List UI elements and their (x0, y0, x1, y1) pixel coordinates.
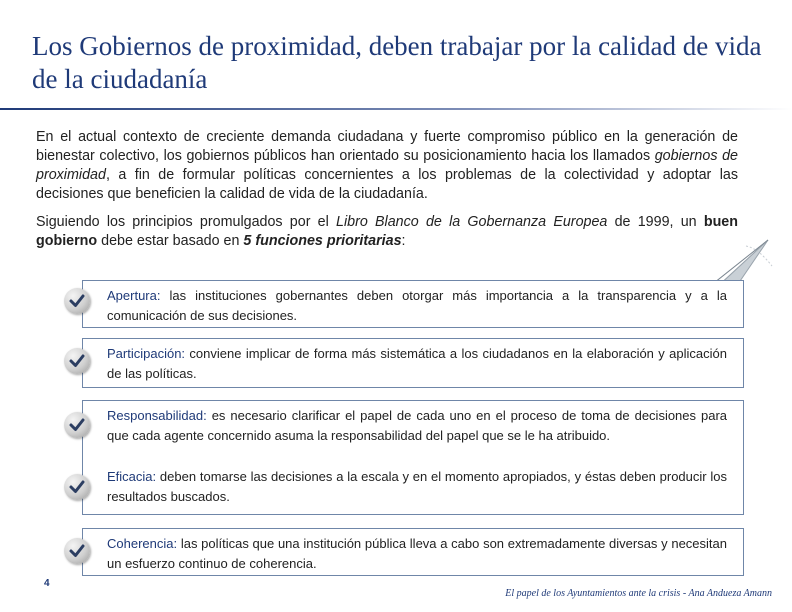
good-government-term: buen gobierno (36, 214, 738, 249)
check-icon (64, 538, 90, 564)
function-participacion (82, 338, 744, 388)
function-key: Coherencia: (107, 536, 178, 551)
function-text (107, 534, 727, 574)
footer-caption: El papel de los Ayuntamientos ante la crisis - Ana Andueza Amann (505, 588, 772, 599)
principles-text-b: de 1999, un (607, 214, 704, 230)
intro-paragraph (36, 128, 738, 204)
function-key: Participación: (107, 346, 186, 361)
function-text (107, 344, 727, 384)
check-icon (64, 474, 90, 500)
function-coherencia (82, 528, 744, 576)
function-description: es necesario clarificar el papel de cada uno en el proceso de toma de decisiones para que cada agente concernido asuma la responsabilidad del papel que se le ha atribuido. (107, 408, 727, 443)
five-functions-term: 5 funciones prioritarias (243, 233, 402, 249)
principles-paragraph (36, 213, 738, 251)
function-key: Responsabilidad: (107, 408, 207, 423)
intro-text-a: En el actual contexto de creciente demanda ciudadana y fuerte compromiso público en la generación de bienestar colectivo, los gobiernos públicos han orientado su posicionamiento hacia los llamados (36, 129, 738, 164)
check-icon (64, 412, 90, 438)
page-number: 4 (44, 578, 50, 589)
function-text (107, 467, 727, 507)
function-text (107, 406, 727, 446)
function-text (107, 286, 727, 326)
page-title: Los Gobiernos de proximidad, deben trabajar por la calidad de vida de la ciudadanía (32, 31, 762, 94)
function-description: conviene implicar de forma más sistemática a los ciudadanos en la elaboración y aplicación de las políticas. (107, 346, 727, 381)
function-description: deben tomarse las decisiones a la escala y en el momento apropiados, y éstas deben producir los resultados buscados. (107, 469, 727, 504)
check-icon (64, 348, 90, 374)
title-divider (0, 108, 792, 110)
function-key: Eficacia: (107, 469, 157, 484)
check-icon (64, 288, 90, 314)
function-responsabilidad (82, 400, 744, 463)
principles-text-a: Siguiendo los principios promulgados por el (36, 214, 337, 230)
principles-text-d: : (401, 233, 406, 249)
principles-text-c: debe estar basado en (97, 233, 244, 249)
function-description: las instituciones gobernantes deben otorgar más importancia a la transparencia y a la comunicación de sus decisiones. (107, 288, 727, 323)
intro-text-b: , a fin de formular políticas concernientes a los problemas de la colectividad y adoptar las decisiones que beneficien la calidad de vida de la ciudadanía. (36, 167, 738, 202)
white-paper-title: Libro Blanco de la Gobernanza Europea (336, 214, 608, 230)
function-apertura (82, 280, 744, 328)
intro-emphasis: gobiernos de proximidad (36, 148, 738, 183)
function-eficacia (82, 462, 744, 515)
function-description: las políticas que una institución pública lleva a cabo son extremadamente diversas y necesitan un esfuerzo continuo de coherencia. (107, 536, 727, 571)
function-key: Apertura: (107, 288, 161, 303)
